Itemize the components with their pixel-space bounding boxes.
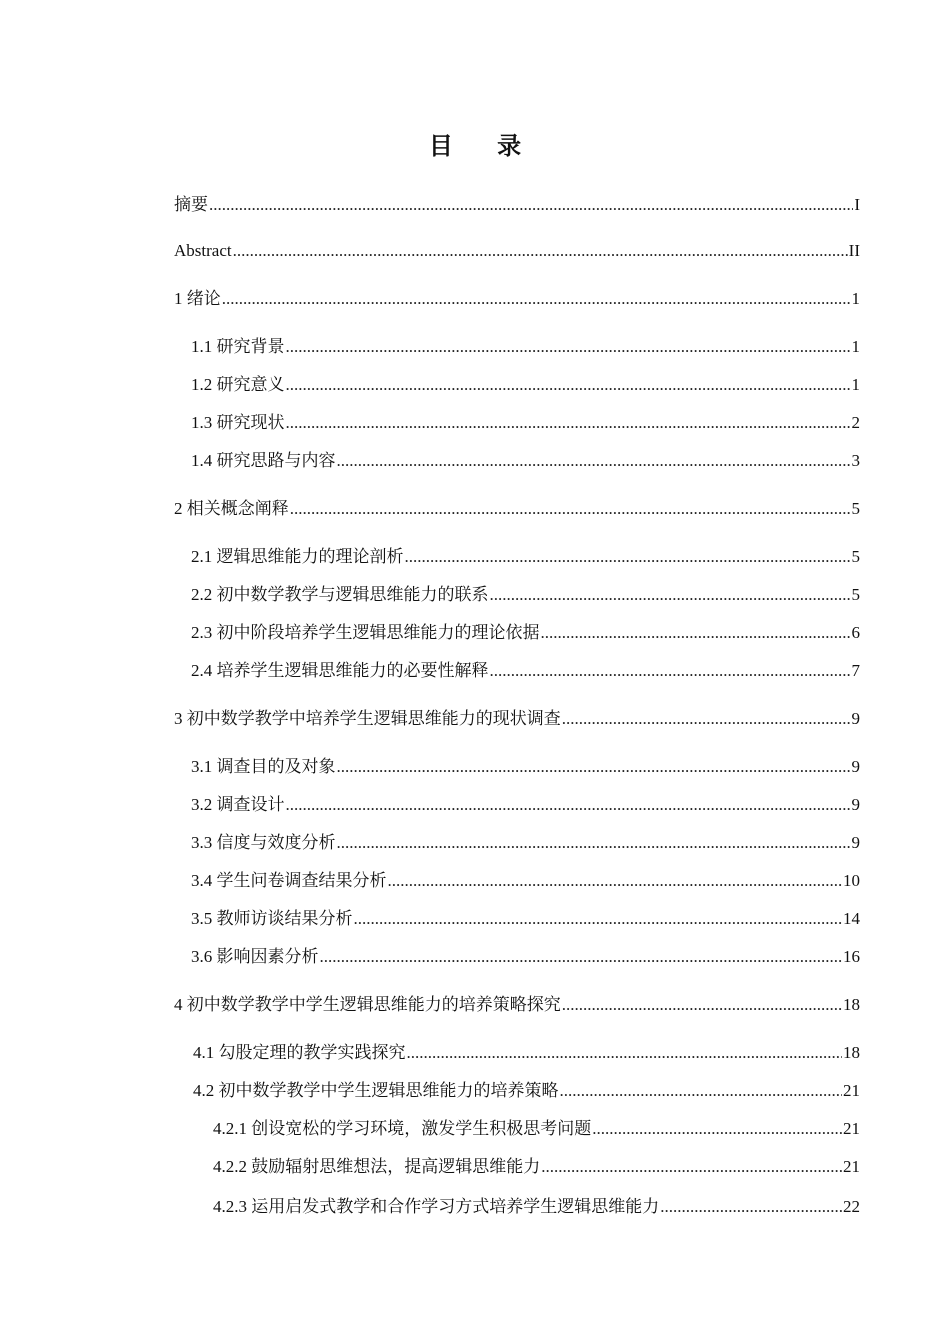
toc-page-number: 3 [851,451,860,470]
toc-dot-leader [490,584,851,606]
toc-entry-chapter-1[interactable] [174,288,860,310]
toc-entry-chapter-4[interactable] [174,994,860,1016]
toc-entry-section-3-1[interactable] [191,756,860,778]
toc-page-number: 21 [843,1081,860,1100]
toc-entry-label: 1.4 研究思路与内容 [191,451,336,470]
toc-page-number: 18 [843,1043,860,1062]
toc-page-number: 5 [851,547,860,566]
toc-page-number: 1 [851,375,860,394]
toc-page-number: 9 [851,709,860,728]
toc-entry-label: 2 相关概念阐释 [174,499,289,518]
toc-entry-label: 3.3 信度与效度分析 [191,833,336,852]
toc-entry-label: 4 初中数学教学中学生逻辑思维能力的培养策略探究 [174,995,561,1014]
toc-page-number: 18 [843,995,860,1014]
toc-entry-section-2-2[interactable] [191,584,860,606]
toc-entry-label: 3.4 学生问卷调查结果分析 [191,871,387,890]
toc-page-number: 2 [851,413,860,432]
toc-entry-label: 4.2.3 运用启发式教学和合作学习方式培养学生逻辑思维能力 [213,1197,660,1216]
toc-page-number: 5 [851,585,860,604]
toc-entry-section-1-3[interactable] [191,412,860,434]
toc-entry-label: 2.3 初中阶段培养学生逻辑思维能力的理论依据 [191,623,540,642]
toc-page-number: 9 [851,757,860,776]
toc-entry-section-4-1[interactable] [193,1042,860,1064]
toc-dot-leader [209,194,853,216]
toc-dot-leader [388,870,843,892]
toc-entry-label: 3.5 教师访谈结果分析 [191,909,353,928]
toc-page-number: 14 [843,909,860,928]
toc-dot-leader [354,908,843,930]
toc-page-number: 16 [843,947,860,966]
toc-entry-label: 3.6 影响因素分析 [191,947,319,966]
toc-page-number: II [848,241,860,260]
toc-dot-leader [490,660,851,682]
toc-dot-leader [407,1042,843,1064]
toc-dot-leader [541,1156,842,1178]
toc-page-number: 5 [851,499,860,518]
toc-entry-label: 2.1 逻辑思维能力的理论剖析 [191,547,404,566]
toc-entry-section-3-3[interactable] [191,832,860,854]
toc-page-number: I [854,195,860,214]
toc-dot-leader [233,240,848,262]
toc-dot-leader [337,450,851,472]
toc-page-number: 1 [851,337,860,356]
toc-entry-label: 2.4 培养学生逻辑思维能力的必要性解释 [191,661,489,680]
toc-entry-label: 1.1 研究背景 [191,337,285,356]
toc-entry-chapter-3[interactable] [174,708,860,730]
toc-dot-leader [286,336,851,358]
toc-dot-leader [222,288,851,310]
toc-entry-section-3-5[interactable] [191,908,860,930]
toc-page-number: 21 [843,1119,860,1138]
toc-dot-leader [592,1118,842,1140]
toc-page-number: 21 [843,1157,860,1176]
toc-entry-section-2-4[interactable] [191,660,860,682]
toc-page-number: 9 [851,795,860,814]
toc-entry-label: 2.2 初中数学教学与逻辑思维能力的联系 [191,585,489,604]
toc-entry-section-1-4[interactable] [191,450,860,472]
toc-page-number: 9 [851,833,860,852]
toc-entry-label: 1 绪论 [174,289,221,308]
toc-entry-section-4-2-1[interactable] [213,1118,860,1140]
toc-page-number: 6 [851,623,860,642]
toc-entry-label: 4.1 勾股定理的教学实践探究 [193,1043,406,1062]
toc-entry-label: 1.2 研究意义 [191,375,285,394]
toc-entry-abstract-cn[interactable] [174,194,860,216]
toc-entry-label: Abstract [174,241,232,260]
toc-entry-label: 4.2.1 创设宽松的学习环境，激发学生积极思考问题 [213,1119,592,1138]
toc-page-number: 22 [843,1197,860,1216]
toc-dot-leader [560,1080,843,1102]
toc-entry-label: 3 初中数学教学中培养学生逻辑思维能力的现状调查 [174,709,561,728]
toc-dot-leader [405,546,851,568]
toc-dot-leader [286,794,851,816]
toc-entry-section-3-4[interactable] [191,870,860,892]
toc-page-number: 7 [851,661,860,680]
toc-entry-label: 摘要 [174,195,208,214]
toc-entry-section-4-2-2[interactable] [213,1156,860,1178]
toc-entry-section-3-2[interactable] [191,794,860,816]
toc-dot-leader [286,412,851,434]
toc-dot-leader [320,946,843,968]
page-title: 目 录 [428,132,540,160]
toc-dot-leader [660,1196,842,1218]
toc-entry-section-2-1[interactable] [191,546,860,568]
toc-dot-leader [337,832,851,854]
toc-entry-label: 3.2 调查设计 [191,795,285,814]
toc-dot-leader [286,374,851,396]
toc-entry-section-4-2-3[interactable] [213,1196,860,1218]
toc-entry-label: 4.2 初中数学教学中学生逻辑思维能力的培养策略 [193,1081,559,1100]
toc-page-number: 1 [851,289,860,308]
toc-entry-section-2-3[interactable] [191,622,860,644]
toc-dot-leader [562,994,842,1016]
toc-entry-section-3-6[interactable] [191,946,860,968]
toc-entry-chapter-2[interactable] [174,498,860,520]
toc-page-number: 10 [843,871,860,890]
toc-entry-label: 4.2.2 鼓励辐射思维想法，提高逻辑思维能力 [213,1157,541,1176]
toc-dot-leader [337,756,851,778]
toc-entry-abstract-en[interactable] [174,240,860,262]
toc-entry-section-1-2[interactable] [191,374,860,396]
toc-entry-label: 3.1 调查目的及对象 [191,757,336,776]
toc-entry-label: 1.3 研究现状 [191,413,285,432]
toc-dot-leader [562,708,851,730]
toc-entry-section-1-1[interactable] [191,336,860,358]
toc-dot-leader [541,622,851,644]
toc-dot-leader [290,498,851,520]
toc-entry-section-4-2[interactable] [193,1080,860,1102]
